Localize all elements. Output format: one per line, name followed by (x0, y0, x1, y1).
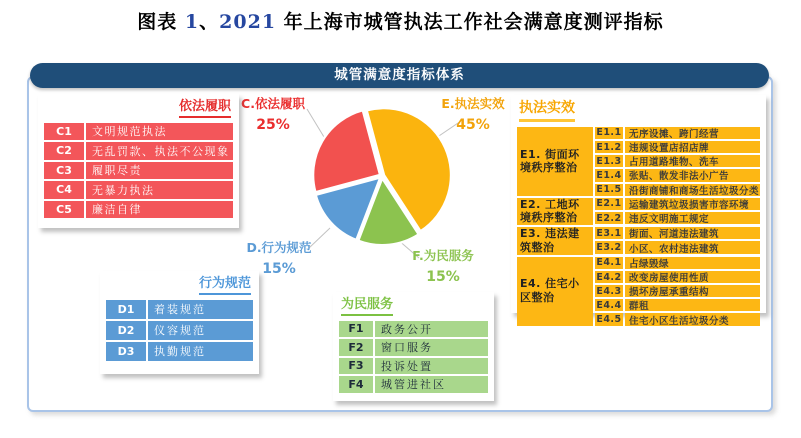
table-row (595, 285, 760, 297)
table-row (339, 321, 488, 338)
pie-label-percent: 15% (262, 260, 296, 277)
row-label: 文明规范执法 (86, 123, 233, 141)
card-title-label: 依法履职 (179, 99, 231, 118)
card-title (108, 276, 251, 295)
row-label: 执勤规范 (148, 342, 253, 361)
table-row (595, 313, 760, 325)
indicator-group (517, 127, 760, 196)
pie-label-c (230, 97, 316, 133)
indicator-rows (106, 300, 253, 361)
table-row (44, 162, 233, 180)
row-label: 政务公开 (375, 321, 488, 338)
table-row (595, 299, 760, 311)
page-title-part: 2021 (219, 11, 277, 33)
row-code: E4.5 (596, 314, 622, 326)
pie-label-name: E.执法实效 (441, 96, 505, 111)
group-title-cell: E3. 违法建筑整治 (517, 227, 593, 255)
group-items (595, 198, 760, 226)
row-label: 住宅小区生活垃圾分类 (625, 313, 760, 325)
row-code: E4.2 (596, 271, 622, 283)
pie-label-percent: 25% (256, 116, 290, 133)
panel-header (30, 63, 769, 88)
indicator-groups (517, 127, 760, 326)
row-code: E3.1 (596, 227, 622, 239)
card-title (519, 100, 758, 122)
table-row (595, 184, 760, 196)
table-card-zhifa-shixiao (511, 95, 766, 327)
row-code: E4.3 (596, 285, 622, 297)
row-code: F1 (339, 321, 373, 338)
indicator-group (517, 227, 760, 255)
card-title (341, 297, 486, 316)
table-row (595, 257, 760, 269)
table-card-yifa-lvzhi (38, 94, 239, 228)
table-row (106, 300, 253, 319)
row-code: E1.1 (596, 127, 622, 139)
row-label: 仪容规范 (148, 321, 253, 340)
page-title (0, 7, 801, 34)
table-row (44, 123, 233, 141)
group-items (595, 257, 760, 326)
row-code: E4.4 (596, 299, 622, 311)
row-label: 违反文明施工规定 (625, 212, 760, 224)
table-row (106, 342, 253, 361)
table-row (339, 339, 488, 356)
table-row (44, 142, 233, 160)
table-row (595, 198, 760, 210)
table-row (339, 358, 488, 375)
row-label: 履职尽责 (86, 162, 233, 180)
row-label: 城管进社区 (375, 376, 488, 393)
row-label: 廉洁自律 (86, 201, 233, 219)
page-title-part: 图表 (137, 11, 185, 33)
row-label: 着装规范 (148, 300, 253, 319)
row-code: E1.4 (596, 169, 622, 181)
pie-label-percent: 45% (456, 116, 490, 133)
row-code: C2 (44, 142, 84, 160)
table-row (595, 169, 760, 181)
indicator-rows (339, 321, 488, 393)
row-code: F2 (339, 339, 373, 356)
pie-label-name: C.依法履职 (241, 96, 305, 111)
group-items (595, 227, 760, 255)
row-code: D2 (106, 321, 146, 340)
panel-header-label: 城管满意度指标体系 (334, 67, 465, 83)
row-code: E2.2 (596, 212, 622, 224)
row-label: 小区、农村违法建筑 (625, 241, 760, 253)
table-row (339, 376, 488, 393)
table-row (595, 141, 760, 153)
row-label: 违规设置店招店牌 (625, 141, 760, 153)
row-label: 沿街商铺和商场生活垃圾分类 (625, 184, 760, 196)
page-title-part: 年上海市城管执法工作社会满意度测评指标 (276, 11, 664, 33)
pie-label-name: D.行为规范 (246, 240, 312, 255)
pie-label-percent: 15% (426, 268, 460, 285)
table-row (106, 321, 253, 340)
row-label: 占绿毁绿 (625, 257, 760, 269)
row-code: E1.5 (596, 184, 622, 196)
row-code: E3.2 (596, 242, 622, 254)
table-row (595, 212, 760, 224)
group-title-cell: E1. 街面环境秩序整治 (517, 127, 593, 196)
row-code: D1 (106, 300, 146, 319)
page-title-part: 1 (184, 11, 200, 33)
indicator-group (517, 257, 760, 326)
pie-label-f (400, 249, 486, 285)
card-title-label: 行为规范 (199, 276, 251, 295)
row-label: 运输建筑垃圾损害市容环境 (625, 198, 760, 210)
table-row (595, 155, 760, 167)
row-code: C3 (44, 162, 84, 180)
page-title-part: 、 (199, 11, 220, 33)
row-code: D3 (106, 342, 146, 361)
table-row (595, 227, 760, 239)
row-code: E1.3 (596, 155, 622, 167)
row-code: E1.2 (596, 141, 622, 153)
table-row (595, 127, 760, 139)
table-card-xingwei-guifan (100, 271, 259, 374)
row-code: E4.1 (596, 257, 622, 269)
pie-label-e (430, 97, 516, 133)
row-code: C1 (44, 123, 84, 141)
row-label: 占用道路堆物、洗车 (625, 155, 760, 167)
indicator-group (517, 198, 760, 226)
row-label: 窗口服务 (375, 339, 488, 356)
row-label: 街面、河道违法建筑 (625, 227, 760, 239)
row-label: 群租 (625, 299, 760, 311)
row-code: E2.1 (596, 198, 622, 210)
table-card-weimin-fuwu (333, 292, 494, 401)
row-label: 改变房屋使用性质 (625, 271, 760, 283)
group-items (595, 127, 760, 196)
card-title (46, 99, 231, 118)
table-row (44, 181, 233, 199)
table-row (595, 241, 760, 253)
row-code: F3 (339, 358, 373, 375)
table-row (595, 271, 760, 283)
card-title-label: 为民服务 (341, 297, 393, 316)
row-code: C5 (44, 201, 84, 219)
row-label: 损坏房屋承重结构 (625, 285, 760, 297)
pie-label-name: F.为民服务 (412, 248, 474, 263)
row-label: 无暴力执法 (86, 181, 233, 199)
row-label: 无乱罚款、执法不公现象 (86, 142, 233, 160)
table-row (44, 201, 233, 219)
group-title-cell: E4. 住宅小区整治 (517, 257, 593, 326)
row-label: 无序设摊、跨门经营 (625, 127, 760, 139)
row-code: F4 (339, 376, 373, 393)
row-label: 投诉处置 (375, 358, 488, 375)
row-code: C4 (44, 181, 84, 199)
indicator-rows (44, 123, 233, 219)
card-title-label: 执法实效 (519, 100, 575, 122)
group-title-cell: E2. 工地环境秩序整治 (517, 198, 593, 226)
row-label: 张贴、散发非法小广告 (625, 169, 760, 181)
